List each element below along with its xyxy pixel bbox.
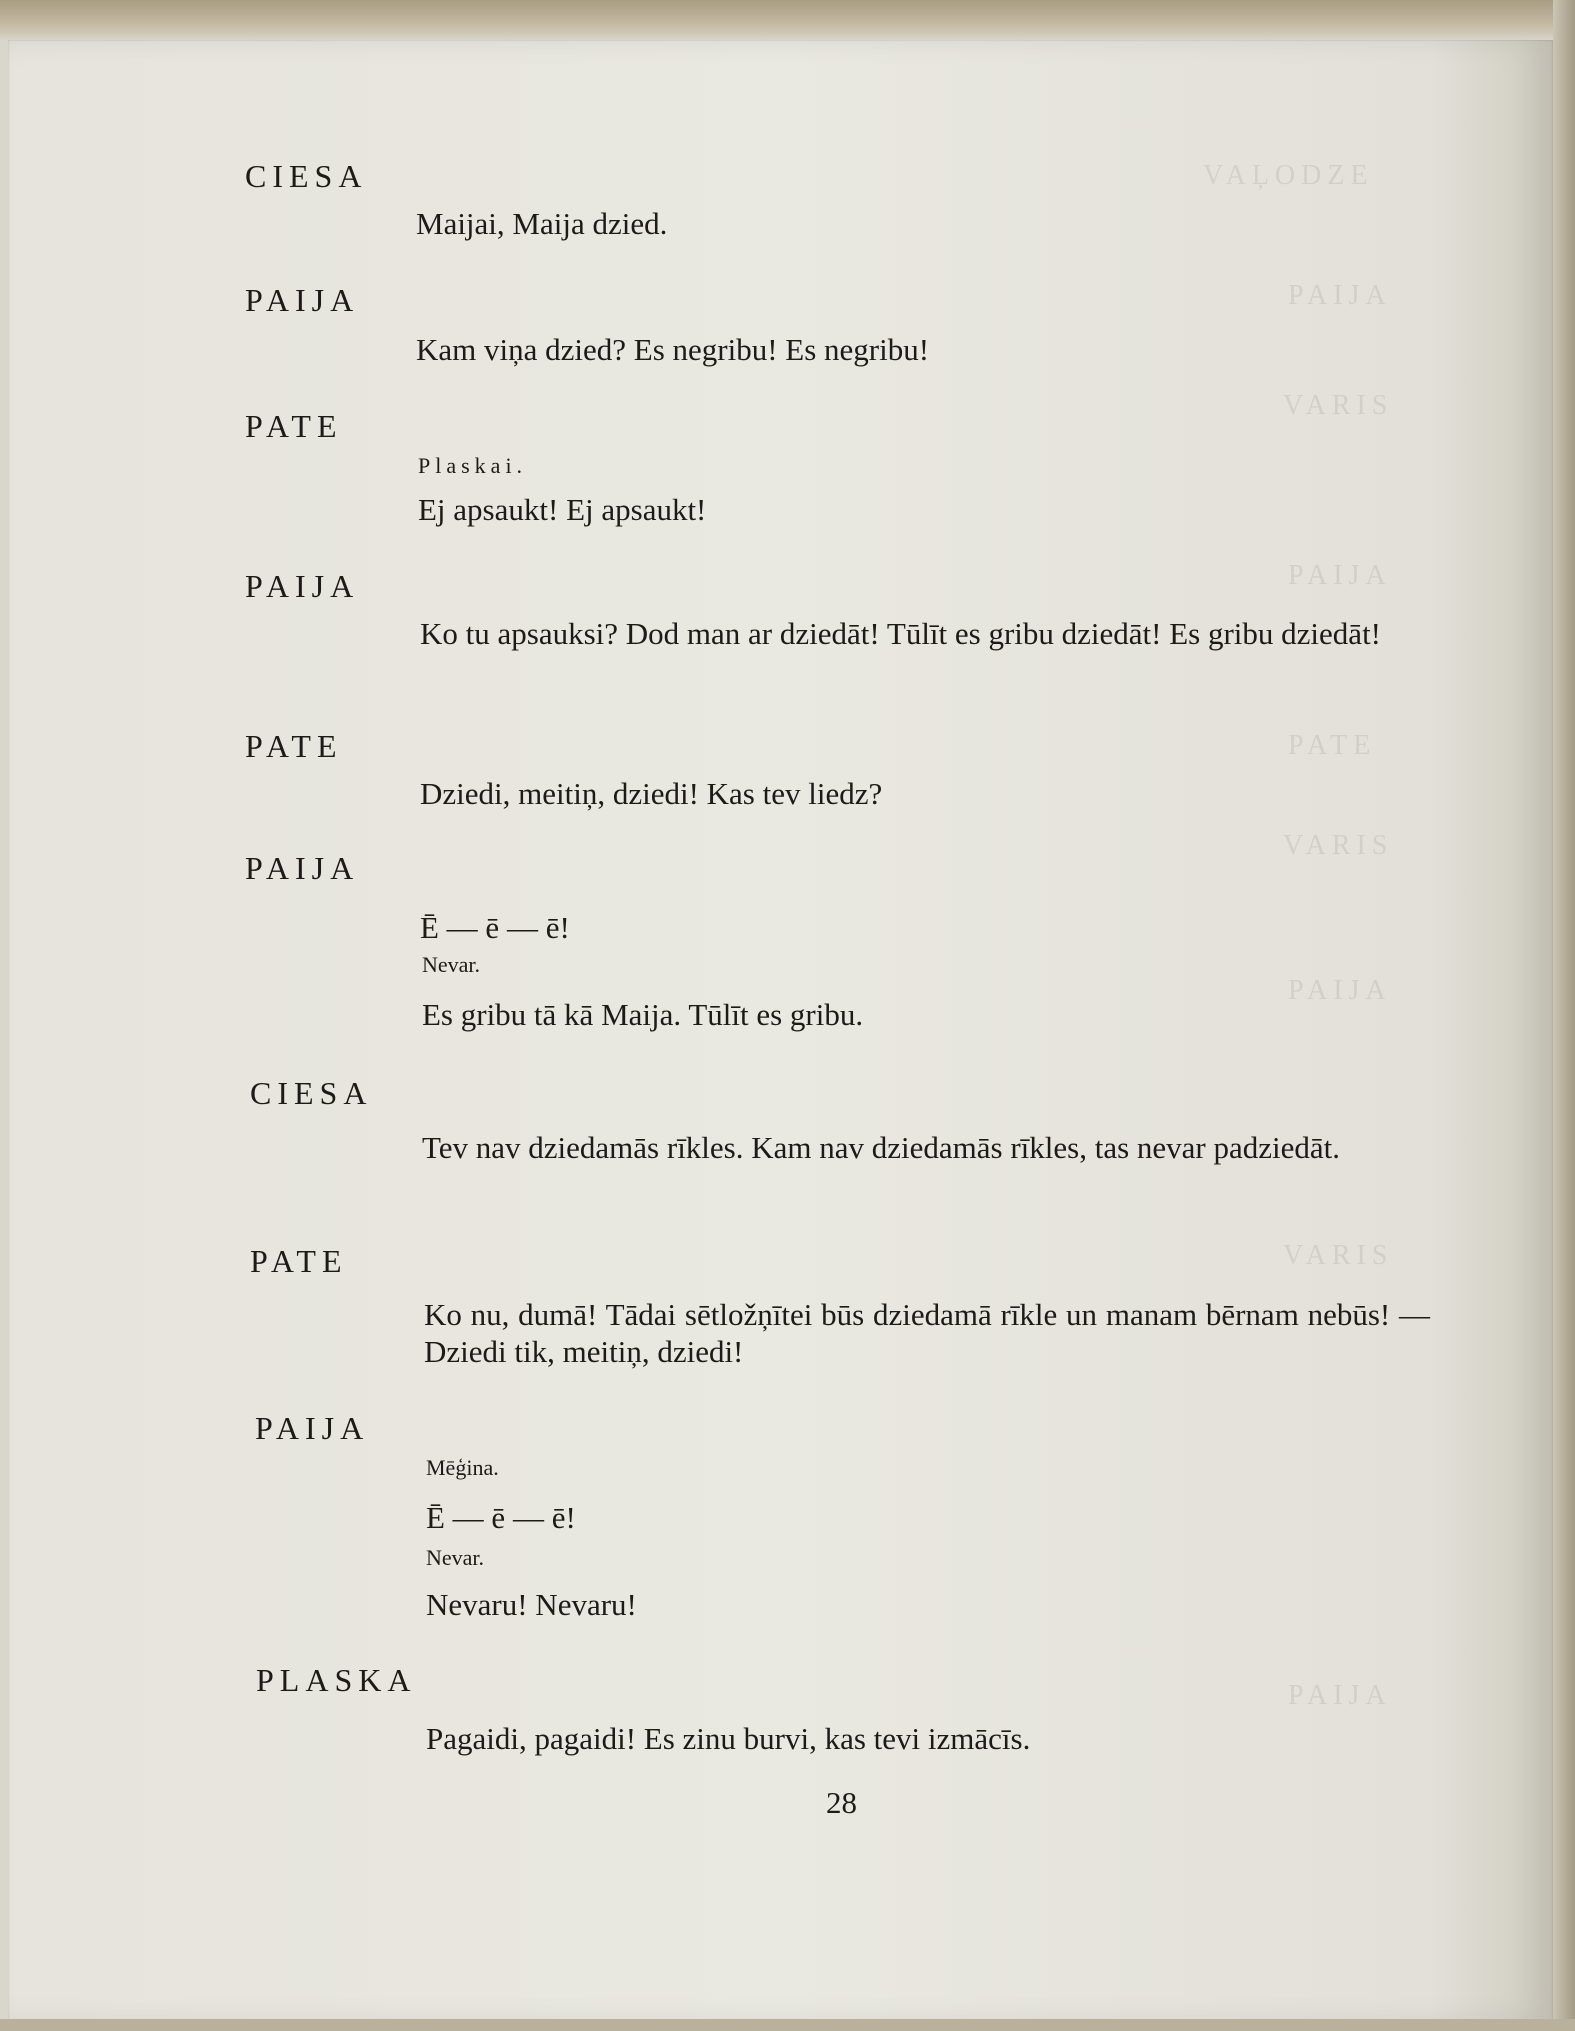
speaker-name: PAIJA [245,850,360,886]
bleed-through-text: VAĻODZE [1203,160,1374,191]
speaker-name: PATE [250,1243,348,1279]
dialogue-line: Tev nav dziedamās rīkles. Kam nav dziedamās rīkles, tas nevar padziedāt. [422,1130,1340,1165]
dialogue-line: Nevaru! Nevaru! [426,1587,637,1622]
dialogue-line: Ē — ē — ē! [420,910,570,945]
dialogue-line: Ej apsaukt! Ej apsaukt! [418,492,707,527]
bleed-through-text: PAIJA [1288,560,1392,591]
speaker-name: PATE [245,728,343,764]
dialogue-line: Ko nu, dumā! Tādai sētložņītei būs dziedamā rīkle un manam bērnam nebūs! — Dziedi tik, meitiņ, dziedi! [424,1297,1430,1369]
dialogue-line: Kam viņa dzied? Es negribu! Es negribu! [416,332,930,367]
speaker-name: PAIJA [245,282,360,318]
dialogue-line: Ko tu apsauksi? Dod man ar dziedāt! Tūlīt es gribu dziedāt! Es gribu dziedāt! [420,616,1381,651]
bleed-through-text: PAIJA [1288,1680,1392,1711]
bleed-through-text: PATE [1288,730,1377,761]
dialogue-line: Pagaidi, pagaidi! Es zinu burvi, kas tevi izmācīs. [426,1721,1031,1756]
speaker-name: PLASKA [256,1662,417,1698]
book-bottom-edge [0,2019,1575,2031]
bleed-through-text: PAIJA [1288,280,1392,311]
dialogue-line: Maijai, Maija dzied. [416,206,668,241]
speaker-name: PAIJA [245,568,360,604]
stage-direction: Nevar. [422,952,481,977]
book-right-edge [1553,0,1575,2031]
speaker-name: PATE [245,408,343,444]
bleed-through-text: VARIS [1283,830,1394,861]
dialogue-line: Es gribu tā kā Maija. Tūlīt es gribu. [422,997,864,1032]
bleed-through-text: PAIJA [1288,975,1392,1006]
speaker-name: CIESA [250,1075,373,1111]
stage-direction: Nevar. [426,1545,485,1570]
stage-direction: Mēģina. [426,1455,499,1480]
book-top-edge [0,0,1575,40]
stage-direction: Plaskai. [418,453,528,478]
bleed-through-text: VARIS [1283,1240,1394,1271]
bleed-through-text: VARIS [1283,390,1394,421]
dialogue-line: Ē — ē — ē! [426,1500,576,1535]
dialogue-line: Dziedi, meitiņ, dziedi! Kas tev liedz? [420,776,883,811]
page-number: 28 [826,1785,857,1820]
speaker-name: CIESA [245,158,368,194]
speaker-name: PAIJA [255,1410,370,1446]
